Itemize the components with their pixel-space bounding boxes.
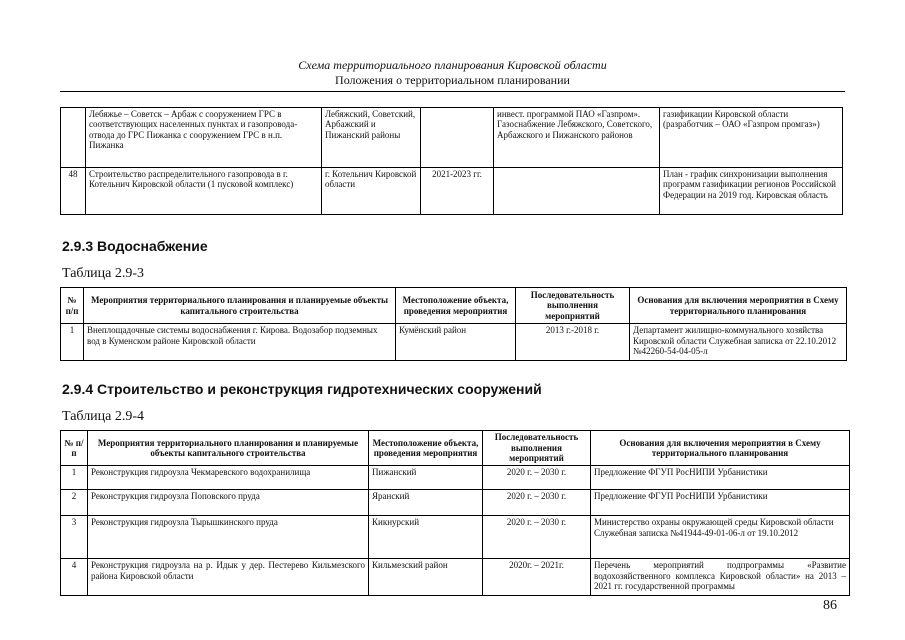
table-caption-2-9-4: Таблица 2.9-4 xyxy=(62,409,145,424)
period: 2020 г. – 2030 г. xyxy=(483,466,591,490)
row-number: 1 xyxy=(61,324,84,361)
table-row xyxy=(61,516,850,559)
activity-name: Лебяжье – Советск – Арбаж с сооружением ГРС в соответствующих населенных пунктах и газопровода-отвода до ГРС Пижанка с сооружением ГРС в н.п. Пижанка xyxy=(86,108,322,168)
activity-name: Реконструкция гидроузла Чекмаревского водохранилища xyxy=(88,466,369,490)
location: Пижанский xyxy=(369,466,483,490)
basis: Департамент жилищно-коммунального хозяйства Кировской области Служебная записка от 22.10.2012 №42260-54-04-05-л xyxy=(630,324,847,361)
location: г. Котельнич Кировской области xyxy=(322,168,421,215)
activity-name: Реконструкция гидроузла Поповского пруда xyxy=(88,490,369,516)
period: 2020г. – 2021г. xyxy=(483,559,591,596)
table-row xyxy=(61,490,850,516)
activity-name: Реконструкция гидроузла на р. Идык у дер. Пестерево Кильмезского района Кировской области xyxy=(88,559,369,596)
row-number: 3 xyxy=(61,516,88,559)
gas-supply-table-continuation xyxy=(60,107,843,215)
basis: Министерство охраны окружающей среды Кировской области Служебная записка №41944-49-01-06-л от 19.10.2012 xyxy=(591,516,850,559)
period: 2013 г.-2018 г. xyxy=(516,324,630,361)
period: 2020 г. – 2030 г. xyxy=(483,516,591,559)
location: Кильмезский район xyxy=(369,559,483,596)
period: 2021-2023 гг. xyxy=(421,168,494,215)
basis: Предложение ФГУП РосНИПИ Урбанистики xyxy=(591,466,850,490)
table-row xyxy=(61,559,850,596)
location: Лебяжский, Советский, Арбажский и Пижанский районы xyxy=(322,108,421,168)
column-header: Мероприятия территориального планирования и планируемые объекты капитального строительства xyxy=(88,431,369,466)
row-number: 2 xyxy=(61,490,88,516)
basis: газификации Кировской области (разработчик – ОАО «Газпром промгаз») xyxy=(660,108,843,168)
document-section-title: Положения о территориальном планировании xyxy=(335,73,570,87)
table-header-row xyxy=(61,288,847,324)
location: Яранский xyxy=(369,490,483,516)
row-number: 48 xyxy=(61,168,86,215)
table-caption-2-9-3: Таблица 2.9-3 xyxy=(62,266,145,281)
activity-name: Реконструкция гидроузла Тырышкинского пруда xyxy=(88,516,369,559)
column-header: Мероприятия территориального планирования и планируемые объекты капитального строительства xyxy=(84,288,396,324)
column-header: Местоположение объекта, проведения мероприятия xyxy=(369,431,483,466)
page-number: 86 xyxy=(823,598,837,613)
table-row xyxy=(61,324,847,361)
section-heading-water-supply: 2.9.3 Водоснабжение xyxy=(62,238,208,254)
water-supply-table xyxy=(60,287,847,361)
header-divider xyxy=(60,91,845,92)
period xyxy=(421,108,494,168)
location: Кумёнский район xyxy=(396,324,516,361)
column-header: № п/п xyxy=(61,431,88,466)
note xyxy=(494,168,660,215)
basis: Предложение ФГУП РосНИПИ Урбанистики xyxy=(591,490,850,516)
note: инвест. программой ПАО «Газпром». Газоснабжение Лебяжского, Советского, Арбажского и Пижанского районов xyxy=(494,108,660,168)
column-header: Основания для включения мероприятия в Схему территориального планирования xyxy=(630,288,847,324)
basis: Перечень мероприятий подпрограммы «Развитие водохозяйственного комплекса Кировской области» на 2013 – 2021 гг. государственной программы xyxy=(591,559,850,596)
activity-name: Внеплощадочные системы водоснабжения г. Кирова. Водозабор подземных вод в Куменском районе Кировской области xyxy=(84,324,396,361)
location: Кикнурский xyxy=(369,516,483,559)
table-row xyxy=(61,108,843,168)
table-row xyxy=(61,466,850,490)
column-header: Последовательность выполнения мероприятий xyxy=(516,288,630,324)
hydraulic-structures-table xyxy=(60,430,850,596)
table-header-row xyxy=(61,431,850,466)
column-header: Местоположение объекта, проведения мероприятия xyxy=(396,288,516,324)
column-header: Основания для включения мероприятия в Схему территориального планирования xyxy=(591,431,850,466)
column-header: № п/п xyxy=(61,288,84,324)
row-number: 1 xyxy=(61,466,88,490)
activity-name: Строительство распределительного газопровода в г. Котельнич Кировской области (1 пусковой комплекс) xyxy=(86,168,322,215)
document-title: Схема территориального планирования Кировской области xyxy=(298,58,607,72)
row-number: 4 xyxy=(61,559,88,596)
column-header: Последовательность выполнения мероприятий xyxy=(483,431,591,466)
row-number xyxy=(61,108,86,168)
table-row xyxy=(61,168,843,215)
basis: План - график синхронизации выполнения программ газификации регионов Российской Федерации на 2019 год. Кировская область xyxy=(660,168,843,215)
section-heading-hydraulic-structures: 2.9.4 Строительство и реконструкция гидротехнических сооружений xyxy=(62,381,542,397)
period: 2020 г. – 2030 г. xyxy=(483,490,591,516)
